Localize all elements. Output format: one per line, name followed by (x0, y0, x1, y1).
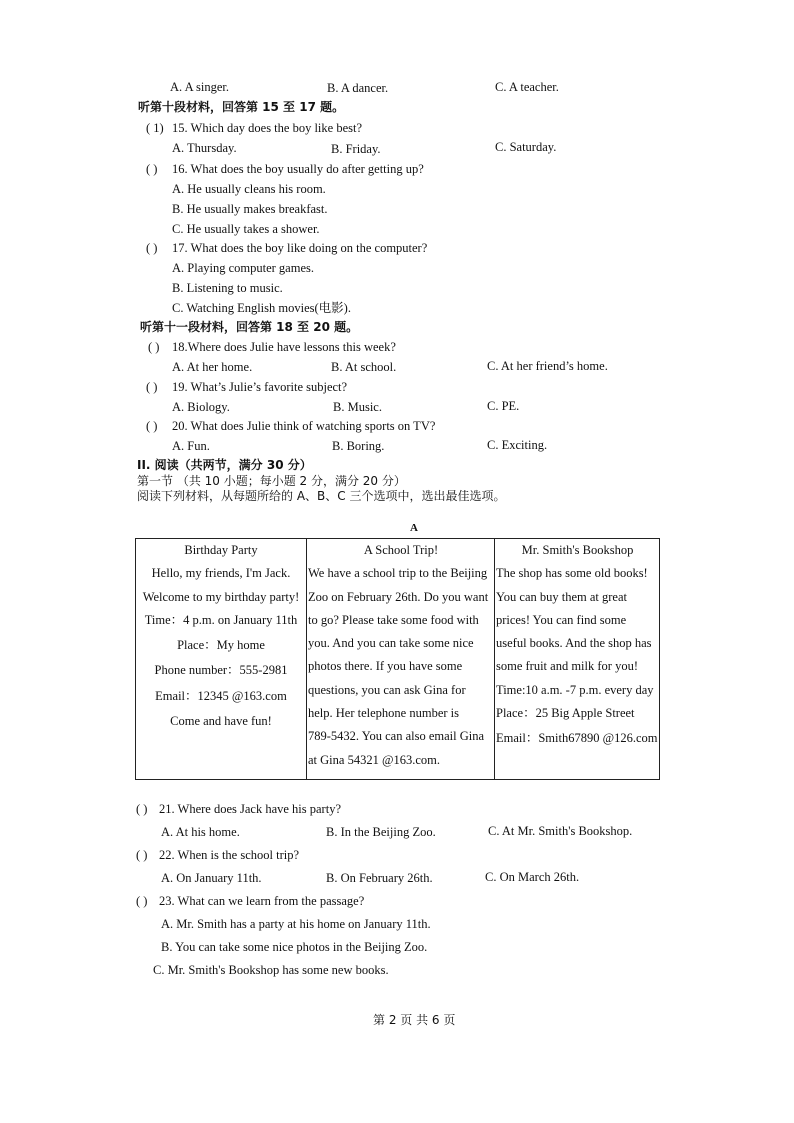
ad1-line: Email：12345 @163.com (155, 688, 287, 703)
q23-bracket: ( ) (136, 894, 148, 908)
q19-bracket: ( ) (146, 380, 158, 394)
q16-stem: 16. What does the boy usually do after getting up? (172, 162, 424, 176)
q15-stem: 15. Which day does the boy like best? (172, 121, 363, 135)
ad2-line: 789-5432. You can also email Gina (308, 729, 485, 744)
q22-option-c: C. On March 26th. (485, 870, 580, 884)
ad1-title: Birthday Party (184, 543, 258, 557)
q17-option-a: A. Playing computer games. (172, 261, 314, 275)
q20-option-b: B. Boring. (332, 439, 385, 453)
q19-option-a: A. Biology. (172, 400, 230, 414)
q18-option-b: B. At school. (331, 360, 397, 374)
ad2-line: to go? Please take some food with (308, 612, 479, 627)
part2-heading: II. 阅读（共两节，满分 30 分） (137, 458, 312, 472)
q21-option-a: A. At his home. (161, 825, 240, 839)
q16-option-c: C. He usually takes a shower. (172, 222, 320, 236)
q16-bracket: ( ) (146, 162, 158, 176)
q18-option-a: A. At her home. (172, 360, 253, 374)
q15-option-a: A. Thursday. (172, 141, 237, 155)
q21-option-c: C. At Mr. Smith's Bookshop. (488, 824, 633, 838)
q20-option-c: C. Exciting. (487, 438, 548, 452)
page-footer: 第 2 页 共 6 页 (373, 1013, 456, 1027)
q17-option-c: C. Watching English movies(电影). (172, 301, 351, 315)
q16-option-a: A. He usually cleans his room. (172, 182, 326, 196)
ad1-line: Welcome to my birthday party! (142, 589, 300, 604)
ad2-line: at Gina 54321 @163.com. (308, 752, 440, 767)
passage-a-table (135, 538, 660, 780)
ad3-line: prices! You can find some (496, 612, 627, 627)
q15-option-c: C. Saturday. (495, 140, 557, 154)
ad3-line: Email：Smith67890 @126.com (496, 731, 658, 746)
birthday-party-ad (136, 539, 307, 780)
ad3-line: Time:10 a.m. -7 p.m. every day (496, 682, 654, 697)
q18-option-c: C. At her friend’s home. (487, 359, 608, 373)
section11-heading: 听第十一段材料，回答第 18 至 20 题。 (140, 320, 359, 334)
ad2-title: A School Trip! (363, 543, 439, 557)
q18-bracket: ( ) (148, 340, 160, 354)
q15-bracket: ( 1) (146, 121, 164, 135)
ad3-line: You can buy them at great (496, 589, 627, 604)
ad2-line: Zoo on February 26th. Do you want (308, 589, 489, 604)
q23-option-a: A. Mr. Smith has a party at his home on January 11th. (161, 917, 431, 931)
ad2-line: help. Her telephone number is (308, 706, 459, 721)
q21-bracket: ( ) (136, 802, 148, 816)
instructions: 阅读下列材料，从每题所给的 A、B、C 三个选项中，选出最佳选项。 (137, 489, 506, 503)
q21-stem: 21. Where does Jack have his party? (159, 802, 341, 816)
q22-option-a: A. On January 11th. (161, 871, 262, 885)
q22-bracket: ( ) (136, 848, 148, 862)
q22-option-b: B. On February 26th. (326, 871, 433, 885)
q14-option-c: C. A teacher. (495, 80, 559, 94)
section1-heading: 第一节 （共 10 小题；每小题 2 分，满分 20 分） (137, 474, 406, 488)
school-trip-ad (307, 539, 495, 780)
ad1-line: Place：My home (177, 638, 265, 653)
q19-option-b: B. Music. (333, 400, 382, 414)
q16-option-b: B. He usually makes breakfast. (172, 202, 328, 216)
q14-option-b: B. A dancer. (327, 81, 389, 95)
q18-stem: 18.Where does Julie have lessons this week? (172, 340, 396, 354)
q15-option-b: B. Friday. (331, 142, 381, 156)
ad2-line: We have a school trip to the Beijing (308, 566, 488, 581)
passage-label: A (410, 522, 418, 534)
ad2-line: photos there. If you have some (308, 659, 463, 674)
ad1-line: Phone number：555-2981 (154, 663, 288, 678)
q20-option-a: A. Fun. (172, 439, 210, 453)
q14-option-a: A. A singer. (170, 80, 230, 94)
q17-option-b: B. Listening to music. (172, 281, 283, 295)
q23-option-b: B. You can take some nice photos in the Beijing Zoo. (161, 940, 428, 954)
bookshop-ad (495, 539, 660, 780)
q22-stem: 22. When is the school trip? (159, 848, 300, 862)
ad1-line: Come and have fun! (170, 714, 272, 729)
section10-heading: 听第十段材料，回答第 15 至 17 题。 (138, 100, 345, 114)
q23-option-c: C. Mr. Smith's Bookshop has some new books. (153, 963, 389, 977)
q19-stem: 19. What’s Julie’s favorite subject? (172, 380, 348, 394)
ad3-line: some fruit and milk for you! (496, 659, 638, 674)
ad2-line: you. And you can take some nice (308, 636, 474, 651)
ad3-title: Mr. Smith's Bookshop (521, 543, 634, 557)
q20-stem: 20. What does Julie think of watching sports on TV? (172, 419, 436, 433)
ad2-line: questions, you can ask Gina for (308, 682, 466, 697)
q20-bracket: ( ) (146, 419, 158, 433)
ad3-line: Place：25 Big Apple Street (496, 706, 635, 721)
q17-stem: 17. What does the boy like doing on the computer? (172, 241, 428, 255)
ad3-line: The shop has some old books! (496, 566, 648, 581)
ad3-line: useful books. And the shop has (496, 636, 652, 651)
ad1-line: Hello, my friends, I'm Jack. (151, 566, 291, 581)
ad1-line: Time：4 p.m. on January 11th (144, 612, 298, 627)
q23-stem: 23. What can we learn from the passage? (159, 894, 365, 908)
q21-option-b: B. In the Beijing Zoo. (326, 825, 436, 839)
q19-option-c: C. PE. (487, 399, 520, 413)
q17-bracket: ( ) (146, 241, 158, 255)
